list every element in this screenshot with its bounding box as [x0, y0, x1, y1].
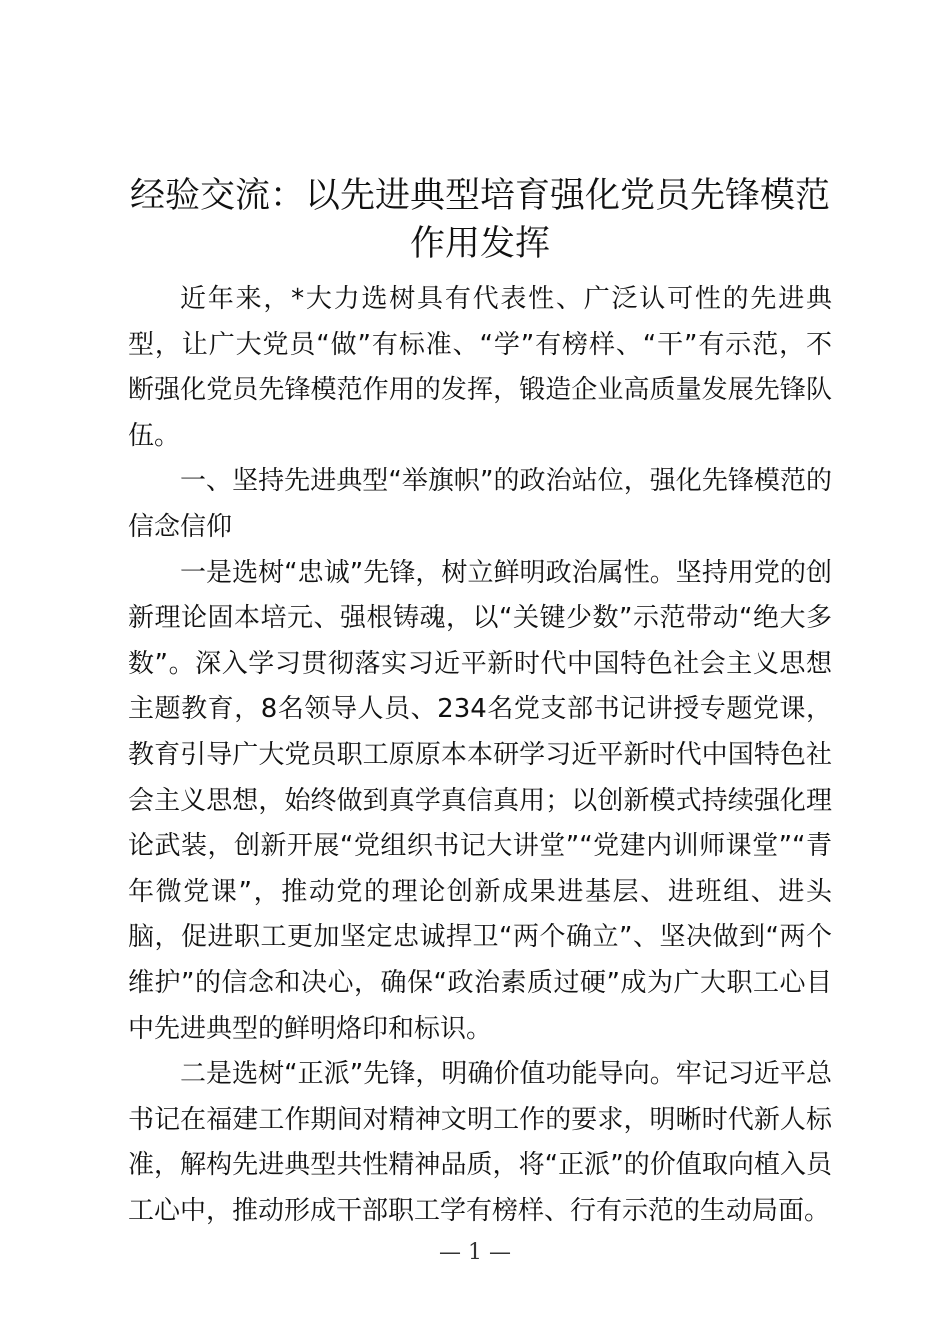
paragraph-loyal-pioneer: 一是选树“忠诚”先锋，树立鲜明政治属性。坚持用党的创新理论固本培元、强根铸魂，以“关键少数”示范带动“绝大多数”。深入学习贯彻落实习近平新时代中国特色社会主义思想主题教育，8名领导人员、234名党支部书记讲授专题党课，教育引导广大党员职工原原本本研学习近平新时代中国特色社会主义思想，始终做到真学真信真用；以创新模式持续强化理论武装，创新开展“党组织书记大讲堂”“党建内训师课堂”“青年微党课”，推动党的理论创新成果进基层、进班组、进头脑，促进职工更加坚定忠诚捍卫“两个确立”、坚决做到“两个维护”的信念和决心，确保“政治素质过硬”成为广大职工心目中先进典型的鲜明烙印和标识。 — [128, 557, 832, 1044]
page-number: — 1 — — [439, 1240, 511, 1265]
paragraph-upright-pioneer: 二是选树“正派”先锋，明确价值功能导向。牢记习近平总书记在福建工作期间对精神文明工作的要求，明晰时代新人标准，解构先进典型共性精神品质，将“正派”的价值取向植入员工心中，推动形成干部职工学有榜样、行有示范的生动局面。 — [128, 1059, 832, 1226]
document-body — [128, 277, 832, 1234]
section-heading-1: 一、坚持先进典型“举旗帜”的政治站位，强化先锋模范的信念信仰 — [128, 466, 832, 542]
document-title: 经验交流：以先进典型培育强化党员先锋模范作用发挥 — [129, 176, 830, 264]
paragraph-intro: 近年来，*大力选树具有代表性、广泛认可性的先进典型，让广大党员“做”有标准、“学”有榜样、“干”有示范，不断强化党员先锋模范作用的发挥，锻造企业高质量发展先锋队伍。 — [128, 284, 832, 451]
